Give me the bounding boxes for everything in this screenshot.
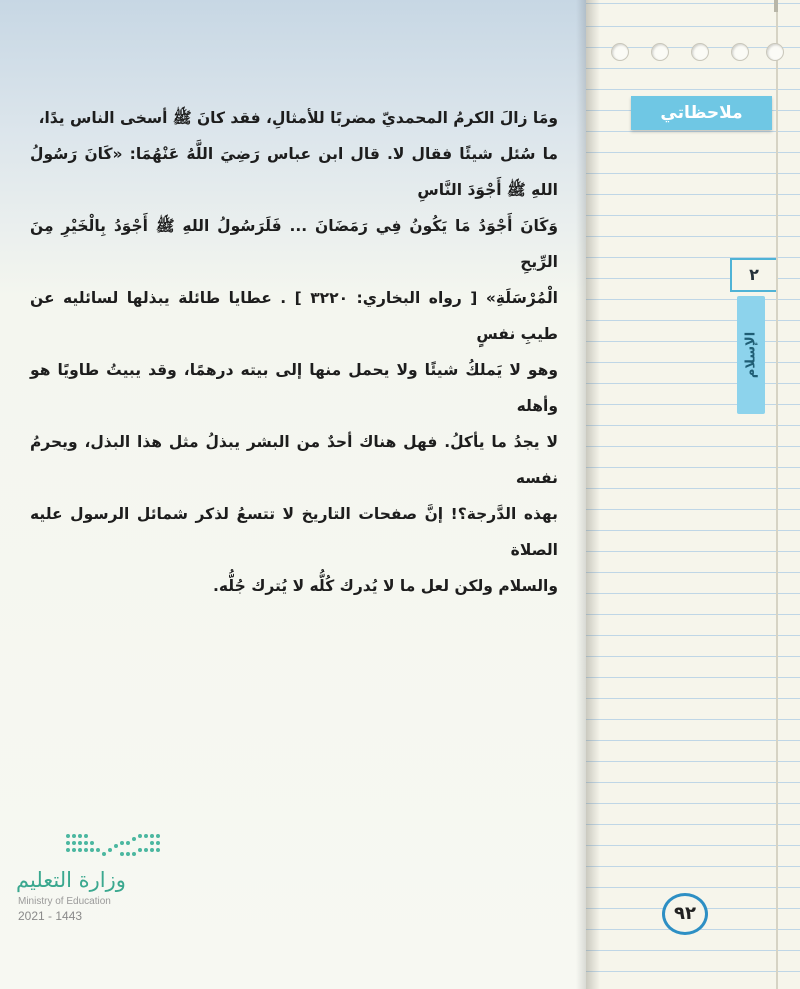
binder-hole-icon <box>731 43 749 61</box>
body-line: ومَا زالَ الكرمُ المحمديّ مضربًا للأمثالِ، فقد كانَ ﷺ أسخى الناس يدًا، <box>38 109 558 127</box>
ministry-logo-icon <box>64 830 174 864</box>
unit-title-ribbon <box>737 296 765 414</box>
binder-hole-icon <box>611 43 629 61</box>
body-line: الْمُرْسَلَةِ» [ رواه البخاري: ٣٢٢٠ ] . عطايا طائلة يبذلها لسائليه عن طيبِ نفسٍ <box>30 289 558 343</box>
unit-number-tab <box>730 258 776 292</box>
corner-mark <box>774 0 778 12</box>
notes-heading: ملاحظاتي <box>660 103 743 123</box>
page-number-badge <box>662 893 708 935</box>
ministry-name-arabic: وزارة التعليم <box>16 868 126 892</box>
binder-hole-icon <box>651 43 669 61</box>
unit-title: الإسلام <box>743 331 759 379</box>
notebook-fold-shadow <box>586 0 600 989</box>
body-paragraph <box>30 100 558 604</box>
notes-heading-tab <box>631 96 772 130</box>
body-line: لا يجدُ ما يأكلُ. فهل هناك أحدٌ من البشر يبذلُ مثل هذا البذل، ويحرمُ نفسه <box>30 433 558 487</box>
page-number: ٩٢ <box>674 903 696 924</box>
ministry-name-english: Ministry of Education <box>18 896 111 907</box>
binder-hole-icon <box>766 43 784 61</box>
ministry-logo <box>16 830 176 930</box>
unit-number: ٢ <box>749 265 759 284</box>
notes-notebook <box>586 0 800 989</box>
body-line: والسلام ولكن لعل ما لا يُدرك كُلُّه لا يُترك جُلُّه. <box>213 577 558 595</box>
body-line: بهذه الدَّرجة؟! إنَّ صفحات التاريخ لا تتسعُ لذكر شمائل الرسول عليه الصلاة <box>30 505 558 559</box>
body-line: وهو لا يَملكُ شيئًا ولا يحمل منها إلى بيته درهمًا، وقد يبيتُ طاويًا هو وأهله <box>30 361 558 415</box>
binder-hole-icon <box>691 43 709 61</box>
notebook-margin-line <box>776 0 778 989</box>
body-line: ما سُئل شيئًا فقال لا. قال ابن عباس رَضِيَ اللَّهُ عَنْهُمَا: «كَانَ رَسُولُ اللهِ ﷺ أَجْوَدَ النَّاسِ <box>30 145 558 199</box>
edition-year: 2021 - 1443 <box>18 909 83 923</box>
body-line: وَكَانَ أَجْوَدُ مَا يَكُونُ فِي رَمَضَانَ ... فَلَرَسُولُ اللهِ ﷺ أَجْوَدُ بِالْخَيْرِ مِنَ الرِّيحِ <box>30 217 558 271</box>
